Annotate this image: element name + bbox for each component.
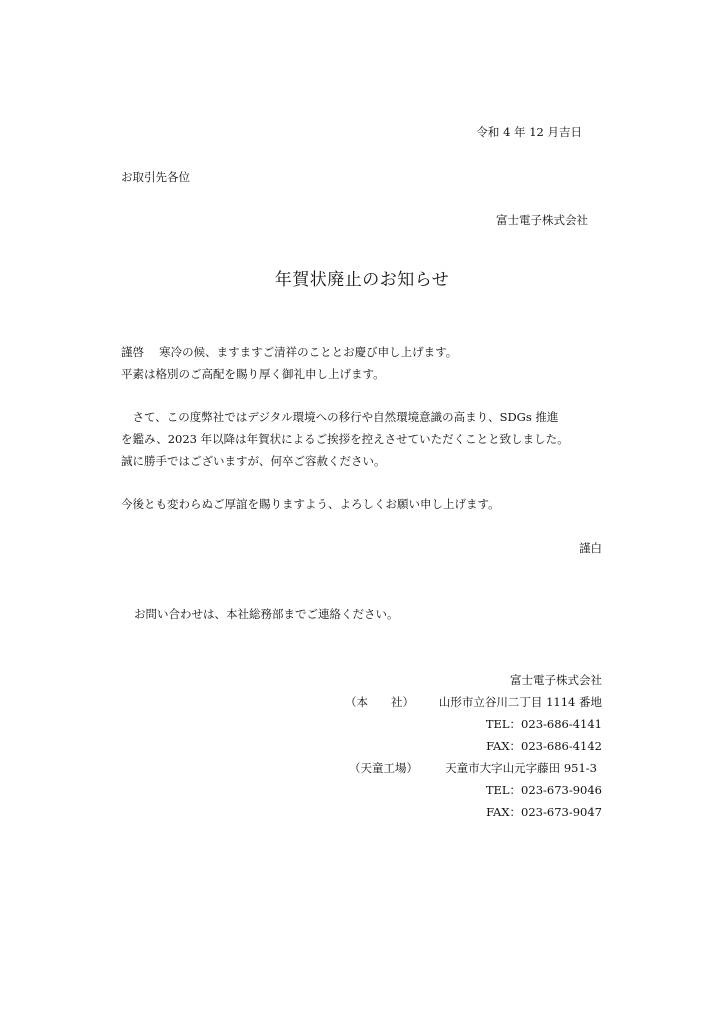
greeting-line-2: 平素は格別のご高配を賜り厚く御礼申し上げます。 (121, 367, 385, 381)
paragraph-2-line-3: 誠に勝手ではございますが、何卒ご容赦ください。 (121, 454, 386, 468)
hq-label: （本 社） (345, 695, 414, 709)
sender-company: 富士電子株式会社 (496, 213, 588, 227)
page-title: 年賀状廃止のお知らせ (274, 270, 450, 290)
paragraph-3: 今後とも変わらぬご厚誼を賜りますよう、よろしくお願い申し上げます。 (121, 497, 500, 511)
hq-fax: FAX：023-686-4142 (486, 739, 602, 753)
letter-date: 令和 4 年 12 月吉日 (476, 125, 582, 139)
paragraph-2-line-2: を鑑み、2023 年以降は年賀状によるご挨拶を控えさせていただくことと致しました。 (121, 432, 569, 446)
footer-company: 富士電子株式会社 (510, 673, 602, 687)
factory-label: （天童工場） (349, 761, 418, 775)
recipient-line: お取引先各位 (121, 170, 190, 184)
factory-fax: FAX：023-673-9047 (486, 805, 602, 819)
hq-address: 山形市立谷川二丁目 1114 番地 (438, 695, 602, 709)
factory-address: 天童市大字山元字藤田 951-3 (445, 761, 597, 775)
paragraph-2-line-1: さて、この度弊社ではデジタル環境への移行や自然環境意識の高まり、SDGs 推進 (121, 410, 559, 424)
closing-word: 謹白 (579, 541, 602, 555)
contact-note: お問い合わせは、本社総務部までご連絡ください。 (134, 607, 399, 621)
greeting-line-1: 謹啓 寒冷の候、ますますご清祥のこととお慶び申し上げます。 (121, 345, 458, 359)
factory-tel: TEL：023-673-9046 (485, 783, 602, 797)
hq-tel: TEL：023-686-4141 (485, 717, 602, 731)
